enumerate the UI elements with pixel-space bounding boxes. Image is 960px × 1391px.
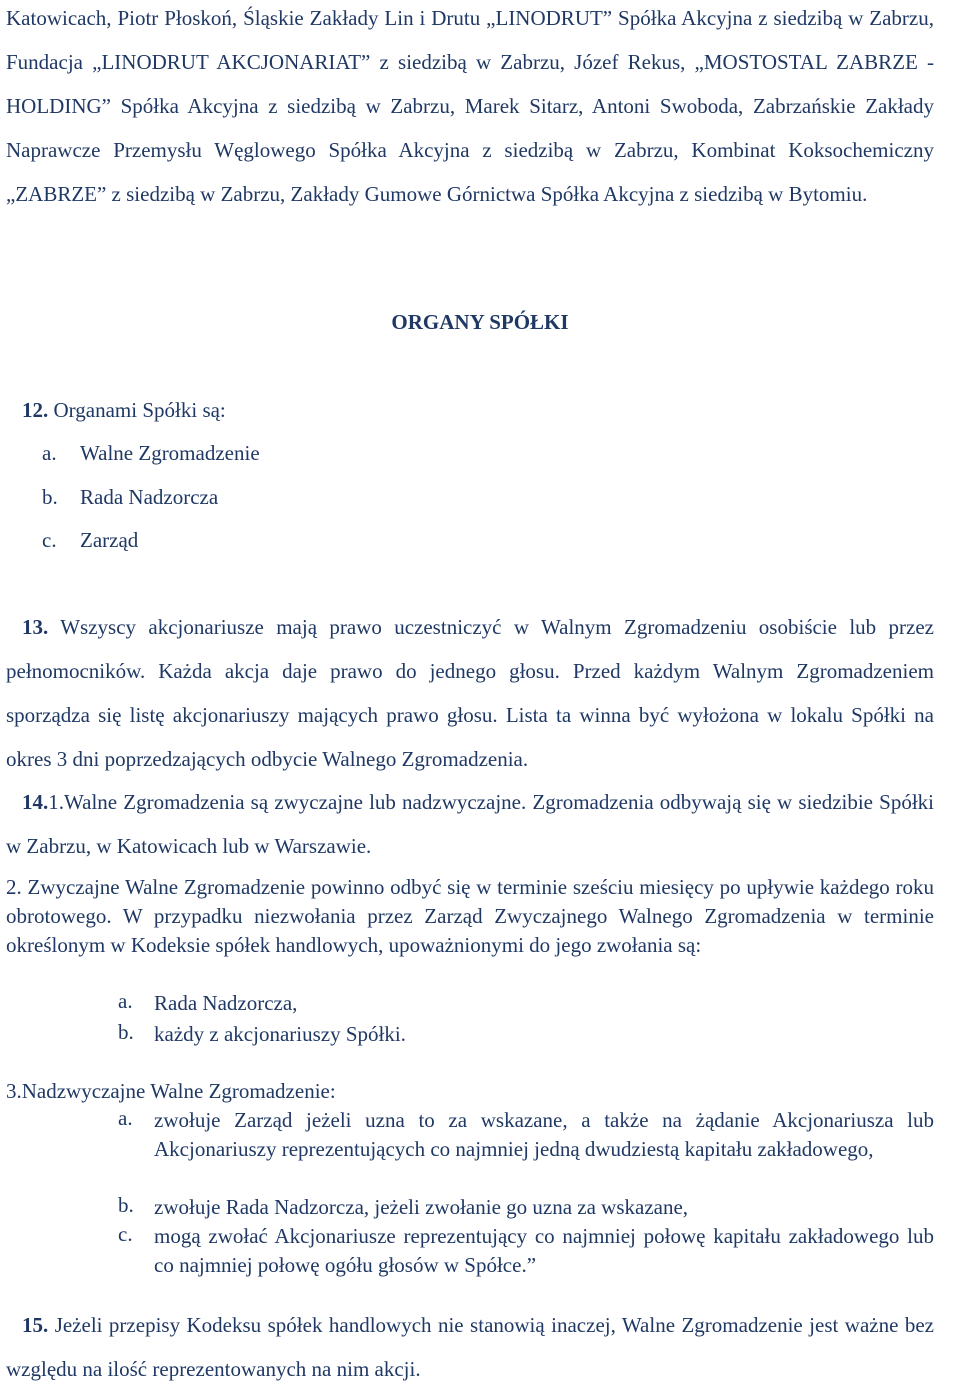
section-14-paragraph [6, 780, 934, 868]
list-item [118, 989, 934, 1018]
section-heading: ORGANY SPÓŁKI [391, 310, 569, 334]
list-item-text: Rada Nadzorcza, [154, 991, 298, 1015]
section-12-title [22, 392, 226, 428]
list-item-text: Rada Nadzorcza [80, 485, 219, 509]
section-15-paragraph [6, 1303, 934, 1391]
list-item [42, 522, 138, 558]
section-13-text: Wszyscy akcjonariusze mają prawo uczestniczyć w Walnym Zgromadzeniu osobiście lub przez pełnomocników. Każda akcja daje prawo do jednego głosu. Przed każdym Walnym Zgromadzeniem sporządza się listę akcjonariuszy mających prawo głosu. Lista ta winna być wyłożona w lokalu Spółki na okres 3 dni poprzedzających odbycie Walnego Zgromadzenia. [6, 615, 934, 771]
section-15-number: 15. [22, 1313, 49, 1337]
list-item [118, 1193, 934, 1222]
paragraph-2: 2. Zwyczajne Walne Zgromadzenie powinno odbyć się w terminie sześciu miesięcy po upływie każdego roku obrotowego. W przypadku niezwołania przez Zarząd Zwyczajnego Walnego Zgromadzenia w terminie określonym w Kodeksie spółek handlowych, upoważnionymi do jego zwołania są: [6, 875, 934, 957]
section-13-paragraph [6, 605, 934, 781]
list-item-text: zwołuje Rada Nadzorcza, jeżeli zwołanie go uzna za wskazane, [154, 1195, 689, 1219]
list-item-text: Walne Zgromadzenie [80, 441, 260, 465]
section-14-number: 14. [22, 790, 49, 814]
list-item-label: c. [42, 528, 57, 552]
section-12-text: Organami Spółki są: [48, 398, 226, 422]
list-item [118, 1106, 934, 1164]
list-item-label: a. [118, 1106, 133, 1130]
intro-paragraph: Katowicach, Piotr Płoskoń, Śląskie Zakłady Lin i Drutu „LINODRUT” Spółka Akcyjna z siedzibą w Zabrzu, Fundacja „LINODRUT AKCJONARIAT” z siedzibą w Zabrzu, Józef Rekus, „MOSTOSTAL ZABRZE - HOLDING” Spółka Akcyjna z siedzibą w Zabrzu, Marek Sitarz, Antoni Swoboda, Zabrzańskie Zakłady Naprawcze Przemysłu Węglowego Spółka Akcyjna z siedzibą w Zabrzu, Kombinat Koksochemiczny „ZABRZE” z siedzibą w Zabrzu, Zakłady Gumowe Górnictwa Spółka Akcyjna z siedzibą w Bytomiu. [6, 6, 934, 206]
list-item-text: każdy z akcjonariuszy Spółki. [154, 1022, 406, 1046]
list-item-label: b. [118, 1020, 134, 1044]
list-item [42, 435, 260, 471]
section-13-number: 13. [22, 615, 49, 639]
list-item-label: c. [118, 1222, 133, 1246]
list-item-label: a. [118, 989, 133, 1013]
paragraph-3: 3.Nadzwyczajne Walne Zgromadzenie: [6, 1079, 336, 1103]
section-12-number: 12. [22, 398, 49, 422]
list-item [42, 479, 218, 515]
list-item-text: Zarząd [80, 528, 139, 552]
list-item-label: a. [42, 441, 57, 465]
list-item-label: b. [42, 485, 58, 509]
section-15-text: Jeżeli przepisy Kodeksu spółek handlowych nie stanowią inaczej, Walne Zgromadzenie jest ważne bez względu na ilość reprezentowanych na nim akcji. [6, 1313, 934, 1381]
list-item [118, 1020, 934, 1049]
list-item [118, 1222, 934, 1280]
list-item-label: b. [118, 1193, 134, 1217]
list-item-text: mogą zwołać Akcjonariusze reprezentujący co najmniej połowę kapitału zakładowego lub co najmniej połowę ogółu głosów w Spółce.” [154, 1224, 934, 1277]
list-item-text: zwołuje Zarząd jeżeli uzna to za wskazane, a także na żądanie Akcjonariusza lub Akcjonariuszy reprezentujących co najmniej jedną dwudziestą kapitału zakładowego, [154, 1108, 934, 1161]
section-14-text: 1.Walne Zgromadzenia są zwyczajne lub nadzwyczajne. Zgromadzenia odbywają się w siedzibie Spółki w Zabrzu, w Katowicach lub w Warszawie. [6, 790, 934, 858]
